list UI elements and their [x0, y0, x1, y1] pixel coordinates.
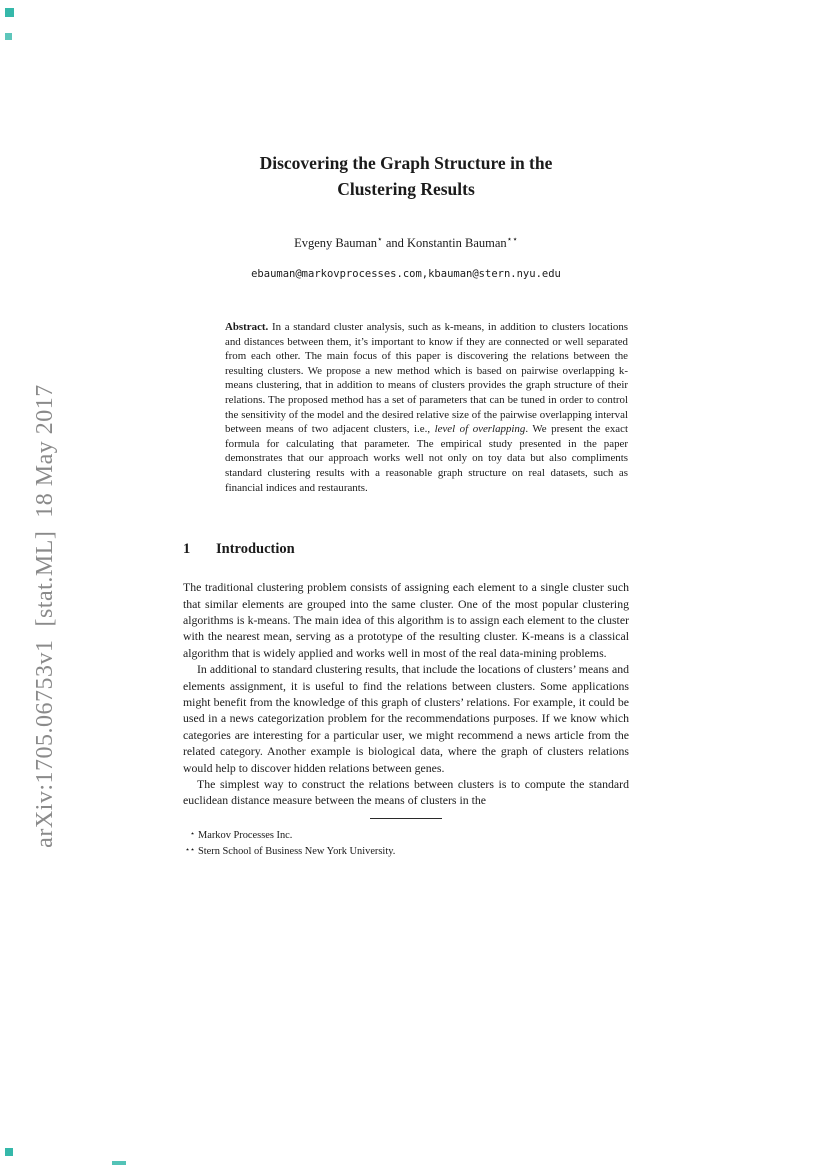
abstract-text-1: In a standard cluster analysis, such as k-means, in addition to clusters locations and distances between them, it’s important to know if they are connected or well separated from each other. The main focus of this paper is discovering the relations between the resulting clusters. We propose a new method which is based on pairwise overlapping k-means clustering, that in addition to means of clusters provides the graph structure of their relations. The proposed method has a set of parameters that can be tuned in order to control the sensitivity of the model and the desired relative size of the pairwise overlapping interval between means of two adjacent clusters, i.e., — [225, 321, 628, 436]
abstract — [225, 320, 628, 495]
abstract-label: Abstract. — [225, 321, 269, 333]
abstract-italic-phrase: level of overlapping — [434, 423, 526, 436]
paper-content-column — [183, 0, 629, 858]
author-1-name: Evgeny Bauman — [294, 236, 378, 250]
title-line-2: Clustering Results — [337, 179, 475, 199]
introduction-body — [183, 579, 629, 809]
section-1-title: Introduction — [216, 541, 295, 558]
author-2-footnote-mark: ⋆⋆ — [506, 233, 518, 244]
section-1-heading — [183, 541, 629, 558]
author-emails: ebauman@markovprocesses.com,kbauman@stern.nyu.edu — [251, 268, 561, 280]
footnote-2-text: Stern School of Business New York University. — [198, 845, 396, 857]
author-connector: and — [382, 236, 407, 250]
footnote-rule — [370, 818, 442, 819]
author-line — [183, 233, 629, 251]
footnote-1-text: Markov Processes Inc. — [198, 829, 293, 841]
intro-paragraph-3: The simplest way to construct the relations between clusters is to compute the standard euclidean distance measure between the means of clusters in the — [183, 777, 629, 808]
author-2-name: Konstantin Bauman — [407, 236, 507, 250]
arxiv-watermark: arXiv:1705.06753v1 [stat.ML] 18 May 2017 — [32, 384, 58, 848]
scan-artifact — [5, 1148, 13, 1156]
footnote-1 — [183, 827, 629, 843]
title-line-1: Discovering the Graph Structure in the — [259, 153, 553, 173]
paper-title — [183, 150, 629, 202]
scan-artifact — [5, 33, 12, 40]
author-1-footnote-mark: ⋆ — [377, 233, 383, 244]
scan-artifact — [112, 1161, 126, 1165]
footnote-1-mark: ⋆ — [189, 828, 195, 838]
footnote-2-mark: ⋆⋆ — [184, 844, 195, 854]
scan-artifact — [5, 8, 14, 17]
intro-paragraph-2: In additional to standard clustering results, that include the locations of clusters’ means and elements assignment, it is useful to find the relations between clusters. Some applications might benefit from the knowledge of this graph of clusters’ relations. For example, it could be used in a news categorization problem for the recommendations purposes. If we know which categories are interesting for a particular user, we might recommend a news article from the related category. Another example is biological data, where the graph of clusters relations would help to discover hidden relations between genes. — [183, 662, 629, 775]
footnote-2 — [183, 843, 629, 859]
intro-paragraph-1: The traditional clustering problem consists of assigning each element to a single cluster such that similar elements are grouped into the same cluster. One of the most popular clustering algorithms is k-means. The main idea of this algorithm is to assign each element to the cluster with the nearest mean, serving as a prototype of the resulting cluster. K-means is a classical algorithm that is widely applied and works well in most of the real data-mining problems. — [183, 580, 629, 660]
section-1-number: 1 — [183, 541, 191, 558]
abstract-text-2: . We present the exact formula for calculating that parameter. The empirical study presented in the paper demonstrates that our approach works well not only on toy data but also compliments standard clustering results with a reasonable graph structure on real datasets, such as financial indices and restaurants. — [225, 423, 628, 494]
footnotes — [183, 827, 629, 859]
